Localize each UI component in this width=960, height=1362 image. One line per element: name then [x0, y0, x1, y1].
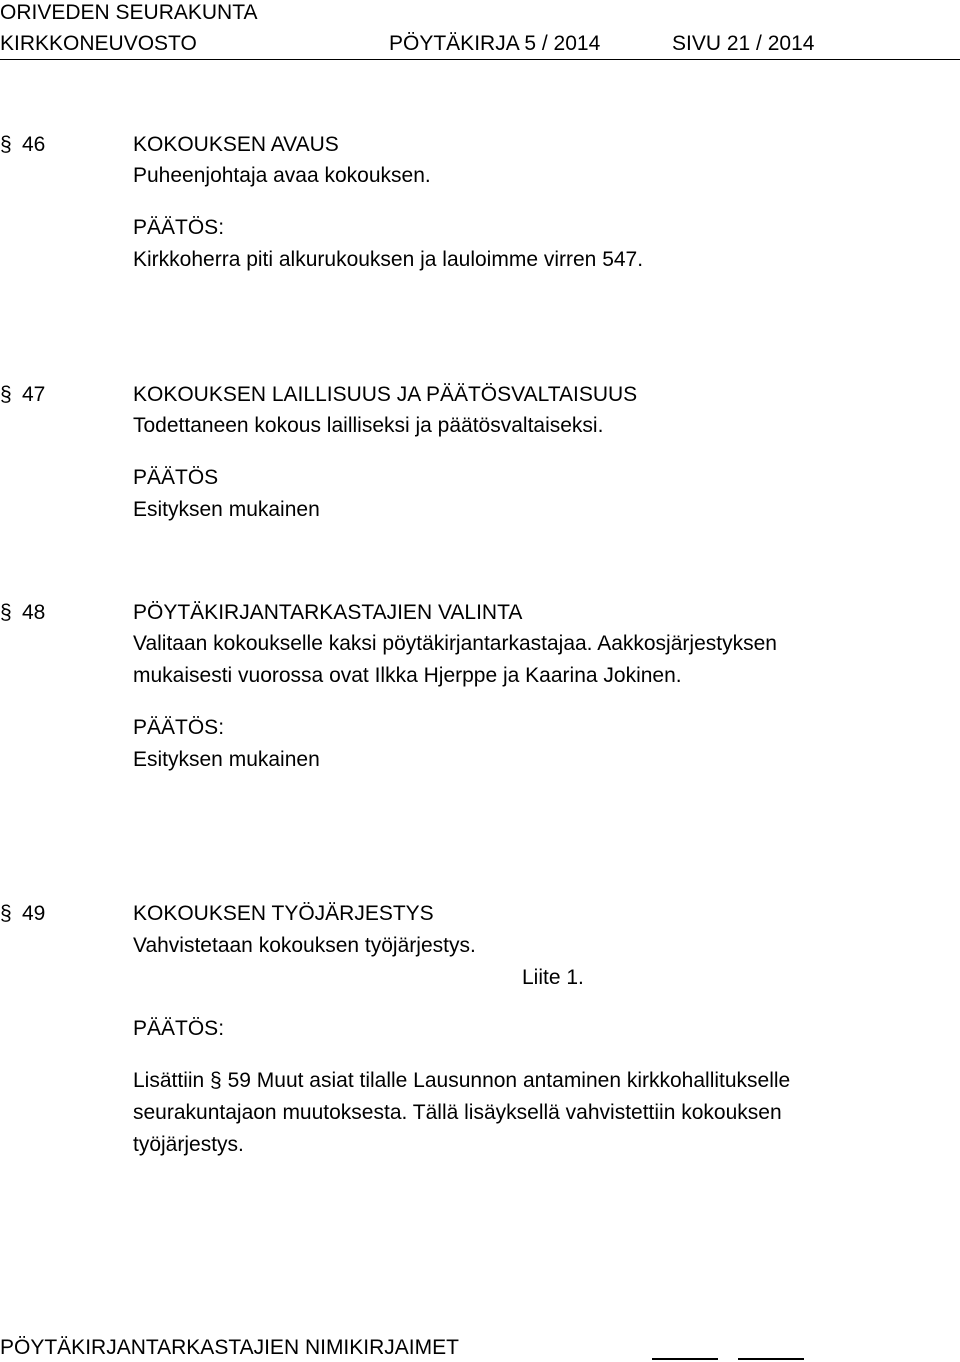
section-text-line: Valitaan kokoukselle kaksi pöytäkirjantarkastajaa. Aakkosjärjestyksen: [133, 632, 777, 655]
section-number: 46: [22, 133, 46, 156]
section-text: Puheenjohtaja avaa kokouksen.: [133, 164, 431, 187]
decision-label: PÄÄTÖS:: [133, 216, 225, 239]
decision-text: Kirkkoherra piti alkurukouksen ja lauloimme virren 547.: [133, 248, 644, 271]
document-number: PÖYTÄKIRJA 5 / 2014: [389, 32, 601, 55]
section-title: KOKOUKSEN AVAUS: [133, 133, 339, 156]
section-text-line: mukaisesti vuorossa ovat Ilkka Hjerppe ja Kaarina Jokinen.: [133, 664, 682, 687]
decision-label: PÄÄTÖS: [133, 466, 219, 489]
section-title: PÖYTÄKIRJANTARKASTAJIEN VALINTA: [133, 601, 523, 624]
attachment-reference: Liite 1.: [522, 966, 584, 989]
header-rule: [0, 59, 960, 60]
section-number: 49: [22, 902, 46, 925]
section-text: Todettaneen kokous lailliseksi ja päätösvaltaiseksi.: [133, 414, 604, 437]
decision-text-line: seurakuntajaon muutoksesta. Tällä lisäyksellä vahvistettiin kokouksen: [133, 1101, 782, 1124]
decision-text-pre: Lisättiin: [133, 1069, 211, 1092]
section-title: KOKOUKSEN LAILLISUUS JA PÄÄTÖSVALTAISUUS: [133, 383, 638, 406]
section-symbol: §: [0, 902, 12, 925]
section-symbol: §: [0, 133, 12, 156]
footer-label: PÖYTÄKIRJANTARKASTAJIEN NIMIKIRJAIMET: [0, 1336, 459, 1359]
page-number: SIVU 21 / 2014: [672, 32, 815, 55]
decision-label: PÄÄTÖS:: [133, 1017, 225, 1040]
section-symbol: §: [0, 601, 12, 624]
org-name: ORIVEDEN SEURAKUNTA: [0, 1, 258, 24]
initials-line-2: [738, 1358, 804, 1360]
section-number: 48: [22, 601, 46, 624]
initials-line-1: [652, 1358, 718, 1360]
decision-text-line: työjärjestys.: [133, 1133, 244, 1156]
section-symbol: §: [0, 383, 12, 406]
decision-label: PÄÄTÖS:: [133, 716, 225, 739]
section-number: 47: [22, 383, 46, 406]
decision-text: Esityksen mukainen: [133, 748, 320, 771]
section-symbol: §: [210, 1069, 222, 1092]
decision-text-post: 59 Muut asiat tilalle Lausunnon antaminen kirkkohallitukselle: [227, 1069, 791, 1092]
decision-text-line: [133, 1070, 790, 1091]
body-name: KIRKKONEUVOSTO: [0, 32, 197, 55]
section-text: Vahvistetaan kokouksen työjärjestys.: [133, 934, 476, 957]
decision-text: Esityksen mukainen: [133, 498, 320, 521]
section-title: KOKOUKSEN TYÖJÄRJESTYS: [133, 902, 434, 925]
